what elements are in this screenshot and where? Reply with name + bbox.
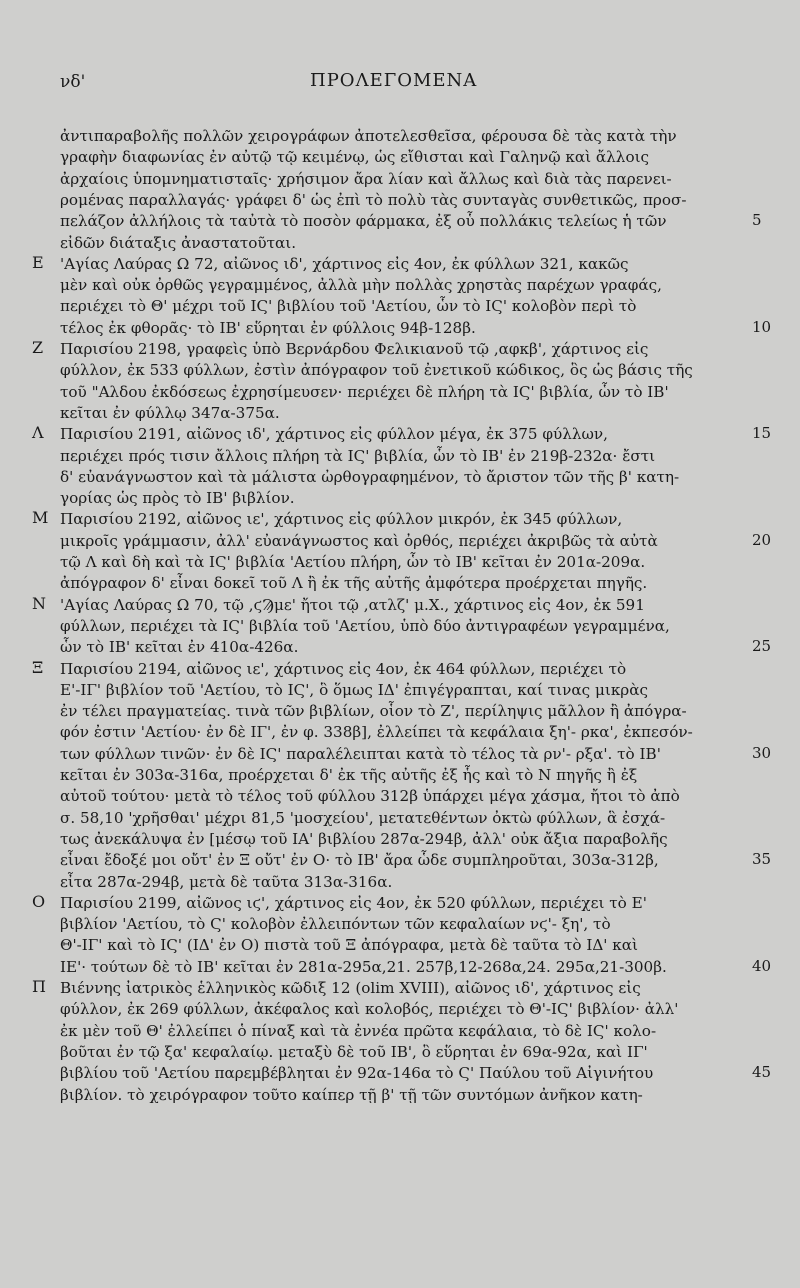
manuscript-siglum: Ζ (32, 338, 44, 357)
text-line: ἀρχαίοις ὑπομνηματισταῖς· χρήσιμον ἄρα λίαν καὶ ἄλλως καὶ διὰ τὰς παρενει- (60, 169, 672, 188)
text-line: φύλλον, ἐκ 269 φύλλων, ἀκέφαλος καὶ κολοβός, περιέχει τὸ Θ'-ΙϚ' βιβλίον· ἀλλ' (60, 1000, 679, 1019)
text-line: περιέχει τὸ Θ' μέχρι τοῦ ΙϚ' βιβλίου τοῦ 'Αετίου, ὧν τὸ ΙϚ' κολοβὸν περὶ τὸ (60, 297, 637, 316)
line-number: 30 (752, 743, 772, 762)
text-line: κεῖται ἐν φύλλῳ 347α-375α. (60, 403, 280, 422)
text-line: 'Αγίας Λαύρας Ω 72, αἰῶνος ιδ', χάρτινος εἰς 4ον, ἐκ φύλλων 321, κακῶς (60, 254, 629, 273)
line-number: 5 (752, 211, 762, 230)
line-number: 20 (752, 530, 772, 549)
text-line: Παρισίου 2198, γραφεὶς ὑπὸ Βερνάρδου Φελικιανοῦ τῷ ,αφκβ', χάρτινος εἰς (60, 340, 649, 358)
text-line: σ. 58,10 'χρῆσθαι' μέχρι 81,5 'μοσχείου', μετατεθέντων ὀκτὼ φύλλων, ἃ ἐσχά- (60, 808, 666, 827)
text-line: τῷ Λ καὶ δὴ καὶ τὰ ΙϚ' βιβλία 'Αετίου πλήρη, ὧν τὸ ΙΒ' κεῖται ἐν 201α-209α. (60, 553, 646, 571)
text-line: Παρισίου 2194, αἰῶνος ιε', χάρτινος εἰς 4ον, ἐκ 464 φύλλων, περιέχει τὸ (60, 659, 627, 678)
text-line: ρομένας παραλλαγάς· γράφει δ' ὡς ἐπὶ τὸ πολὺ τὰς συνταγὰς συνθετικῶς, προσ- (60, 190, 687, 209)
line-number: 15 (752, 424, 772, 443)
text-line: Θ'-ΙΓ' καὶ τὸ ΙϚ' (ΙΔ' ἐν Ο) πιστὰ τοῦ Ξ ἀπόγραφα, μετὰ δὲ ταῦτα τὸ ΙΔ' καὶ (60, 936, 639, 955)
text-line: βοῦται ἐν τῷ ξα' κεφαλαίῳ. μεταξὺ δὲ τοῦ ΙΒ', ὃ εὕρηται ἐν 69α-92α, καὶ ΙΓ' (60, 1042, 648, 1061)
manuscript-siglum: Ο (32, 891, 46, 911)
manuscript-siglum: Ξ (32, 657, 44, 677)
text-line: εἶτα 287α-294β, μετὰ δὲ ταῦτα 313α-316α. (60, 872, 393, 891)
manuscript-siglum: Π (32, 977, 46, 996)
line-number: 35 (752, 850, 772, 869)
text-line: Παρισίου 2199, αἰῶνος ιϛ', χάρτινος εἰς 4ον, ἐκ 520 φύλλων, περιέχει τὸ Ε' (60, 893, 647, 912)
text-line: μὲν καὶ οὐκ ὀρθῶς γεγραμμένος, ἀλλὰ μὴν πολλὰς χρηστὰς παρέχων γραφάς, (60, 276, 662, 295)
page-title: ΠΡΟΛΕΓΟΜΕΝΑ (310, 70, 478, 91)
line-number: 45 (752, 1063, 772, 1082)
manuscript-siglum: Λ (32, 423, 44, 443)
text-line: περιέχει πρός τισιν ἄλλοις πλήρη τὰ ΙϚ' βιβλία, ὧν τὸ ΙΒ' ἐν 219β-232α· ἔστι (60, 446, 656, 465)
text-line: ΙΕ'· τούτων δὲ τὸ ΙΒ' κεῖται ἐν 281α-295α,21. 257β,12-268α,24. 295α,21-300β. (60, 957, 667, 976)
text-line: ἐν τέλει πραγματείας. τινὰ τῶν βιβλίων, οἷον τὸ Ζ', περίληψις μᾶλλον ἢ ἀπόγρα- (60, 702, 687, 721)
text-line: τοῦ "Αλδου ἐκδόσεως ἐχρησίμευσεν· περιέχει δὲ πλήρη τὰ ΙϚ' βιβλία, ὧν τὸ ΙΒ' (60, 382, 669, 401)
manuscript-siglum: Ε (32, 252, 44, 272)
text-line: γραφὴν διαφωνίας ἐν αὐτῷ τῷ κειμένῳ, ὡς εἴθισται καὶ Γαληνῷ καὶ ἄλλοις (60, 148, 650, 167)
manuscript-siglum: Μ (32, 508, 49, 528)
text-line: πελάζον ἀλλήλοις τὰ ταὐτὰ τὸ ποσὸν φάρμακα, ἐξ οὗ πολλάκις τελείως ἡ τῶν (60, 212, 667, 231)
text-line: ἐκ μὲν τοῦ Θ' ἐλλείπει ὁ πίναξ καὶ τὰ ἐννέα πρῶτα κεφάλαια, τὸ δὲ ΙϚ' κολο- (60, 1021, 657, 1040)
text-line: των φύλλων τινῶν· ἐν δὲ ΙϚ' παραλέλειπται κατὰ τὸ τέλος τὰ ρν'- ρξα'. τὸ ΙΒ' (60, 744, 661, 763)
text-line: ἀντιπαραβολῆς πολλῶν χειρογράφων ἀποτελεσθεῖσα, φέρουσα δὲ τὰς κατὰ τὴν (60, 127, 677, 145)
text-line: δ' εὐανάγνωστον καὶ τὰ μάλιστα ὠρθογραφημένον, τὸ ἄριστον τῶν τῆς β' κατη- (60, 467, 680, 486)
text-line: ἀπόγραφον δ' εἶναι δοκεῖ τοῦ Λ ἢ ἐκ τῆς αὐτῆς ἀμφότερα προέρχεται πηγῆς. (60, 574, 648, 593)
text-line: Παρισίου 2192, αἰῶνος ιε', χάρτινος εἰς φύλλον μικρόν, ἐκ 345 φύλλων, (60, 510, 623, 529)
text-line: γορίας ὡς πρὸς τὸ ΙΒ' βιβλίον. (60, 489, 295, 508)
line-number: 10 (752, 317, 772, 336)
text-line: εἶναι ἔδοξέ μοι οὔτ' ἐν Ξ οὔτ' ἐν Ο· τὸ ΙΒ' ἄρα ὧδε συμπληροῦται, 303α-312β, (60, 851, 659, 870)
text-line: κεῖται ἐν 303α-316α, προέρχεται δ' ἐκ τῆς αὐτῆς ἐξ ἧς καὶ τὸ Ν πηγῆς ἢ ἐξ (60, 766, 638, 784)
text-line: αὐτοῦ τούτου· μετὰ τὸ τέλος τοῦ φύλλου 312β ὑπάρχει μέγα χάσμα, ἤτοι τὸ ἀπὸ (60, 787, 680, 806)
line-number: 40 (752, 956, 772, 975)
text-line: 'Αγίας Λαύρας Ω 70, τῷ ,ϛϠμε' ἤτοι τῷ ,ατλζ' μ.Χ., χάρτινος εἰς 4ον, ἐκ 591 (60, 595, 645, 614)
text-line: φύλλον, ἐκ 533 φύλλων, ἐστὶν ἀπόγραφον τοῦ ἐνετικοῦ κώδικος, ὃς ὡς βάσις τῆς (60, 361, 693, 380)
text-line: τως ἀνεκάλυψα ἐν [μέσῳ τοῦ ΙΑ' βιβλίου 287α-294β, ἀλλ' οὐκ ἄξια παραβολῆς (60, 829, 668, 848)
page-number: νδ' (60, 72, 86, 92)
text-line: Βιέννης ἰατρικὸς ἑλληνικὸς κῶδιξ 12 (olim XVIII), αἰῶνος ιδ', χάρτινος εἰς (60, 979, 641, 997)
manuscript-siglum: Ν (32, 593, 46, 613)
text-line: φύλλων, περιέχει τὰ ΙϚ' βιβλία τοῦ 'Αετίου, ὑπὸ δύο ἀντιγραφέων γεγραμμένα, (60, 616, 670, 635)
text-line: βιβλίον 'Αετίου, τὸ Ϛ' κολοβὸν ἐλλειπόντων τῶν κεφαλαίων νϛ'- ξη', τὸ (60, 915, 611, 934)
text-line: ὧν τὸ ΙΒ' κεῖται ἐν 410α-426α. (60, 638, 299, 657)
text-line: βιβλίου τοῦ 'Αετίου παρεμβέβληται ἐν 92α-146α τὸ Ϛ' Παύλου τοῦ Αἰγινήτου (60, 1064, 654, 1083)
line-number: 25 (752, 637, 772, 656)
text-line: εἰδῶν διάταξις ἀναστατοῦται. (60, 233, 297, 252)
text-line: μικροῖς γράμμασιν, ἀλλ' εὐανάγνωστος καὶ ὀρθός, περιέχει ἀκριβῶς τὰ αὐτὰ (60, 531, 658, 550)
text-line: Ε'-ΙΓ' βιβλίον τοῦ 'Αετίου, τὸ ΙϚ', ὃ ὅμως ΙΔ' ἐπιγέγραπται, καί τινας μικρὰς (60, 680, 648, 699)
text-line: τέλος ἐκ φθορᾶς· τὸ ΙΒ' εὕρηται ἐν φύλλοις 94β-128β. (60, 318, 476, 337)
text-line: Παρισίου 2191, αἰῶνος ιδ', χάρτινος εἰς φύλλον μέγα, ἐκ 375 φύλλων, (60, 425, 608, 444)
text-line: φόν ἐστιν 'Αετίου· ἐν δὲ ΙΓ', ἐν φ. 338β], ἐλλείπει τὰ κεφάλαια ξη'- ρκα', ἐκπεσόν- (60, 723, 693, 742)
text-line: βιβλίον. τὸ χειρόγραφον τοῦτο καίπερ τῇ β' τῇ τῶν συντόμων ἀνῆκον κατη- (60, 1085, 643, 1104)
